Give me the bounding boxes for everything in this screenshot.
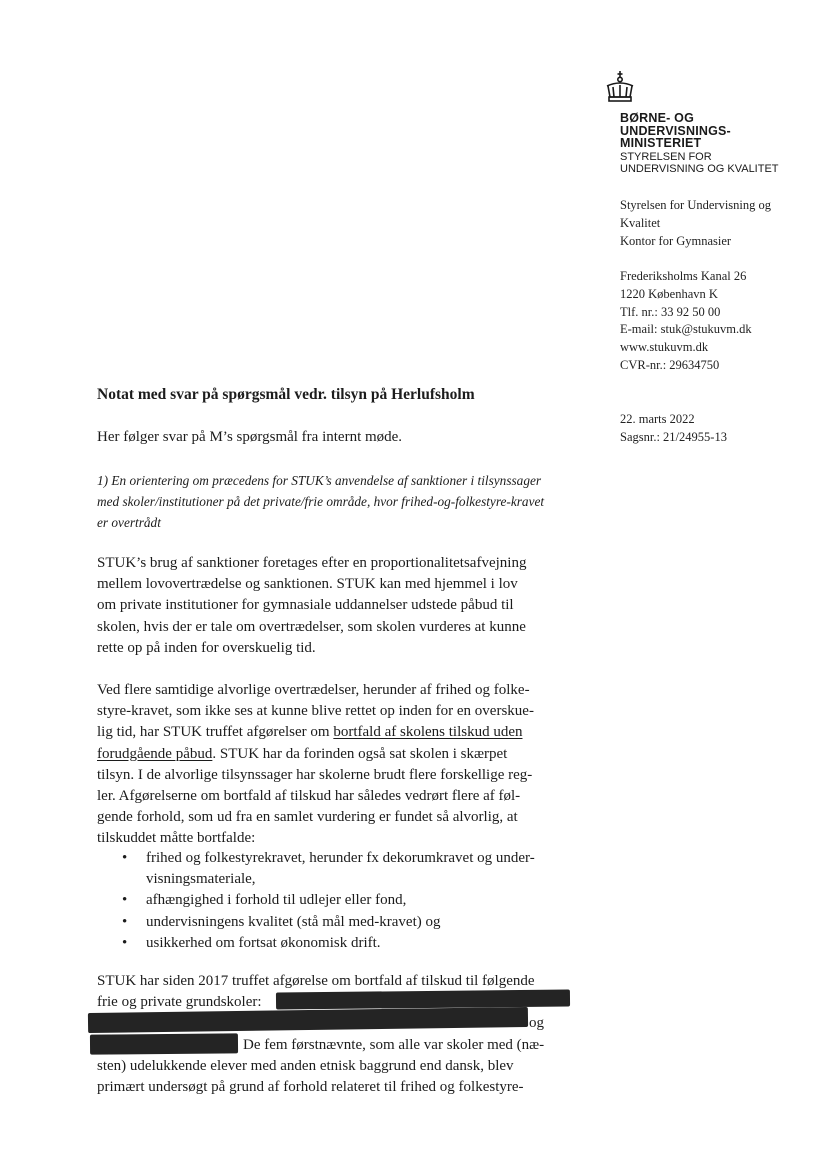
paragraph-line: mellem lovovertrædelse og sanktionen. STUK kan med hjemmel i lov bbox=[97, 576, 518, 593]
paragraph-line bbox=[97, 744, 567, 765]
paragraph-line: og bbox=[529, 1015, 544, 1032]
address-street: Frederiksholms Kanal 26 bbox=[620, 269, 747, 283]
list-item bbox=[120, 933, 570, 954]
document-title: Notat med svar på spørgsmål vedr. tilsyn på Herlufsholm bbox=[97, 386, 475, 403]
paragraph-2 bbox=[97, 680, 567, 850]
list-item bbox=[120, 848, 570, 869]
crown-logo-icon bbox=[603, 70, 637, 104]
intro-text: Her følger svar på M’s spørgsmål fra internt møde. bbox=[97, 429, 403, 445]
redaction-mark bbox=[90, 1033, 238, 1054]
logo-sub-2: UNDERVISNING OG KVALITET bbox=[620, 163, 779, 175]
sender-contact bbox=[620, 268, 752, 375]
paragraph-line: STUK har siden 2017 truffet afgørelse om bortfald af tilskud til følgende bbox=[97, 973, 535, 989]
paragraph-line: sten) udelukkende elever med anden etnisk baggrund end dansk, blev bbox=[97, 1057, 514, 1074]
list-item-continuation bbox=[120, 869, 570, 890]
paragraph-line: styre-kravet, som ikke ses at kunne blive rettet op inden for en overskue- bbox=[97, 703, 534, 720]
bullet-icon: • bbox=[122, 913, 128, 930]
bullet-icon: • bbox=[122, 892, 128, 909]
list-item-text: frihed og folkestyrekravet, herunder fx dekorumkravet og under- bbox=[146, 850, 535, 866]
paragraph-line: Ved flere samtidige alvorlige overtrædelser, herunder af frihed og folke- bbox=[97, 682, 530, 698]
logo-line-3: MINISTERIET bbox=[620, 136, 702, 150]
underlined-text: bortfald af skolens tilskud uden bbox=[333, 724, 523, 741]
logo-line-1: BØRNE- OG bbox=[620, 111, 695, 125]
paragraph-line: primært undersøgt på grund af forhold relateret til frihed og folkestyre- bbox=[97, 1079, 524, 1096]
office-name: Kontor for Gymnasier bbox=[620, 233, 732, 248]
bullet-list bbox=[120, 848, 570, 954]
underlined-text: forudgående påbud bbox=[97, 745, 213, 762]
paragraph-line bbox=[97, 722, 567, 743]
list-item-text: afhængighed i forhold til udlejer eller fond, bbox=[146, 892, 407, 909]
bullet-icon: • bbox=[122, 850, 128, 866]
agency-subtitle bbox=[620, 151, 779, 175]
document-meta bbox=[620, 411, 727, 447]
list-item-text: undervisningens kvalitet (stå mål med-kravet) og bbox=[146, 913, 441, 930]
question-line: er overtrådt bbox=[97, 515, 161, 530]
question-line: 1) En orientering om præcedens for STUK’s anvendelse af sanktioner i tilsynssager bbox=[97, 473, 542, 488]
email-address: E-mail: stuk@stukuvm.dk bbox=[620, 322, 752, 337]
paragraph-line: frie og private grundskoler: bbox=[97, 994, 262, 1011]
paragraph-line: skolen, hvis der er tale om overtrædelser, som skolen vurderes at kunne bbox=[97, 618, 526, 635]
paragraph-line: STUK’s brug af sanktioner foretages efter en proportionalitetsafvejning bbox=[97, 555, 527, 571]
case-number: Sagsnr.: 21/24955-13 bbox=[620, 429, 727, 444]
question-heading bbox=[97, 470, 567, 533]
list-item-text: usikkerhed om fortsat økonomisk drift. bbox=[146, 934, 381, 951]
address-city: 1220 København K bbox=[620, 286, 718, 301]
paragraph-line: ler. Afgørelserne om bortfald af tilskud har således vedrørt flere af føl- bbox=[97, 788, 521, 805]
ministry-logo-text bbox=[620, 112, 731, 150]
org-line-1: Styrelsen for Undervisning og bbox=[620, 198, 772, 212]
list-item bbox=[120, 912, 570, 933]
paragraph-text: lig tid, har STUK truffet afgørelser om bbox=[97, 724, 334, 741]
paragraph-1 bbox=[97, 553, 567, 659]
list-item bbox=[120, 890, 570, 911]
sender-organisation bbox=[620, 197, 771, 250]
paragraph-line: De fem førstnævnte, som alle var skoler med (næ- bbox=[243, 1036, 545, 1053]
logo-sub-1: STYRELSEN FOR bbox=[620, 151, 712, 163]
bullet-icon: • bbox=[122, 934, 128, 951]
paragraph-line: tilskuddet måtte bortfalde: bbox=[97, 830, 256, 847]
website: www.stukuvm.dk bbox=[620, 340, 709, 355]
phone-number: Tlf. nr.: 33 92 50 00 bbox=[620, 304, 721, 319]
paragraph-text: . STUK har da forinden også sat skolen i skærpet bbox=[212, 745, 508, 762]
paragraph-line: om private institutioner for gymnasiale uddannelser udstede påbud til bbox=[97, 597, 514, 614]
paragraph-line: tilsyn. I de alvorlige tilsynssager har skolerne brudt flere forskellige reg- bbox=[97, 766, 533, 783]
list-item-text: visningsmateriale, bbox=[146, 871, 256, 888]
paragraph-line: rette op på inden for overskuelig tid. bbox=[97, 639, 316, 656]
org-line-2: Kvalitet bbox=[620, 215, 661, 230]
cvr-number: CVR-nr.: 29634750 bbox=[620, 357, 720, 372]
question-line: med skoler/institutioner på det private/frie område, hvor frihed-og-folkestyre-kravet bbox=[97, 494, 545, 509]
logo-line-2: UNDERVISNINGS- bbox=[620, 123, 731, 138]
paragraph-line: gende forhold, som ud fra en samlet vurdering er fundet så alvorlig, at bbox=[97, 809, 518, 826]
document-date: 22. marts 2022 bbox=[620, 412, 695, 426]
